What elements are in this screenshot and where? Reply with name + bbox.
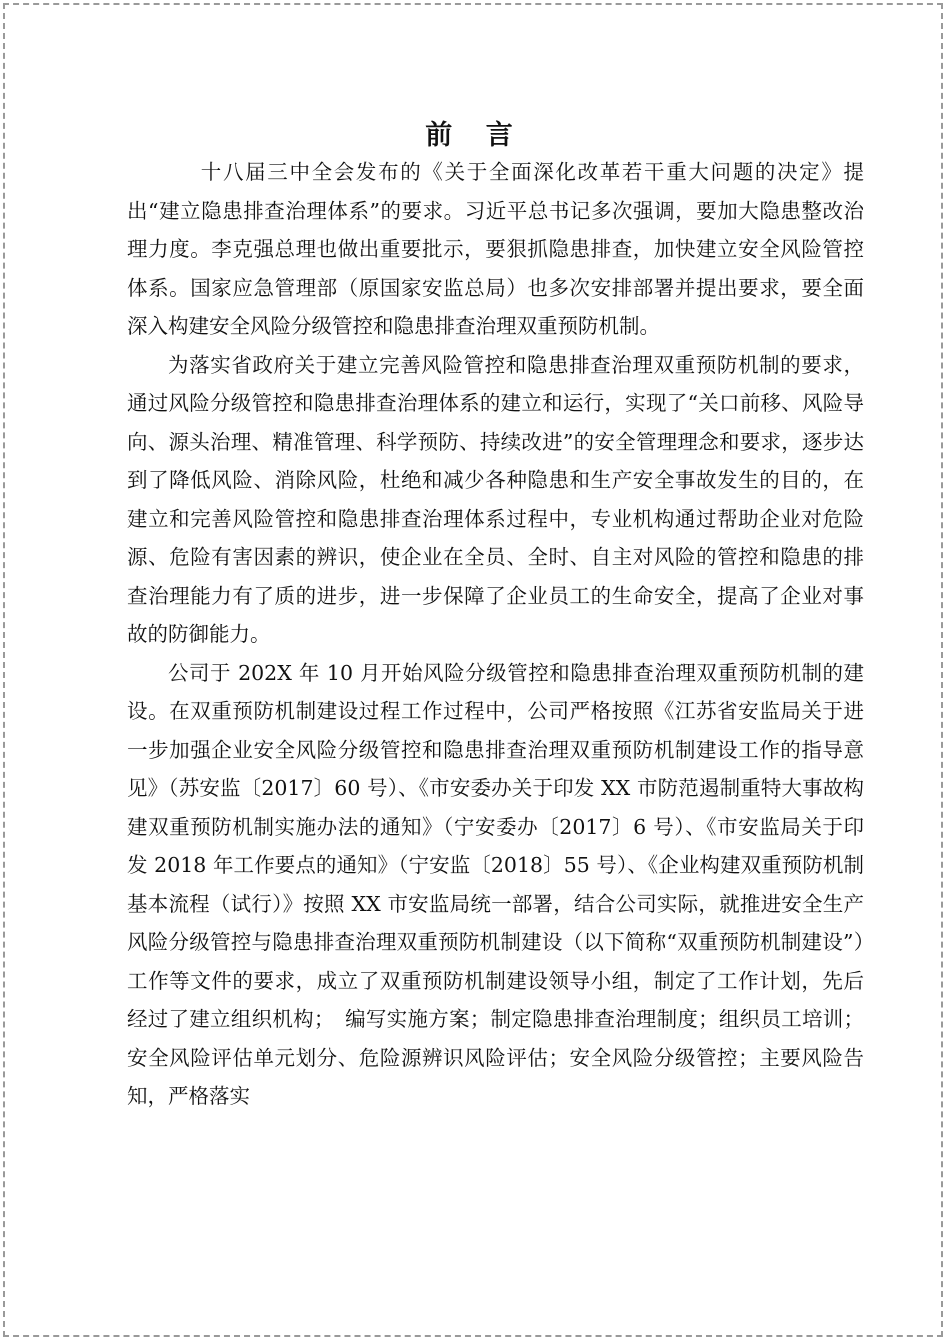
- paragraph-2: 为落实省政府关于建立完善风险管控和隐患排查治理双重预防机制的要求，通过风险分级管控和隐患排查治理体系的建立和运行，实现了“关口前移、风险导向、源头治理、精准管理、科学预防、持续改进”的安全管理理念和要求，逐步达到了降低风险、消除风险，杜绝和减少各种隐患和生产安全事故发生的目的，在建立和完善风险管控和隐患排查治理体系过程中，专业机构通过帮助企业对危险源、危险有害因素的辨识，使企业在全员、全时、自主对风险的管控和隐患的排查治理能力有了质的进步，进一步保障了企业员工的生命安全，提高了企业对事故的防御能力。: [127, 352, 864, 646]
- paragraph-3: 公司于 202X 年 10 月开始风险分级管控和隐患排查治理双重预防机制的建设。在双重预防机制建设过程工作过程中，公司严格按照《江苏省安监局关于进一步加强企业安全风险分级管控和隐患排查治理双重预防机制建设工作的指导意见》（苏安监〔2017〕60 号）、《市安委办关于印发 XX 市防范遏制重特大事故构建双重预防机制实施办法的通知》（宁安委办〔2017〕6 号）、《市安监局关于印发 2018 年工作要点的通知》（宁安监〔2018〕55 号）、《企业构建双重预防机制基本流程（试行）》按照 XX 市安监局统一部署，结合公司实际，就推进安全生产风险分级管控与隐患排查治理双重预防机制建设（以下简称“双重预防机制建设”）工作等文件的要求，成立了双重预防机制建设领导小组，制定了工作计划，先后经过了建立组织机构； 编写实施方案；制定隐患排查治理制度；组织员工培训；安全风险评估单元划分、危险源辨识风险评估；安全风险分级管控；主要风险告知，严格落实: [127, 660, 864, 1108]
- document-body: [127, 153, 864, 1116]
- document-title: 前 言: [425, 120, 525, 151]
- paragraph-1: 十八届三中全会发布的《关于全面深化改革若干重大问题的决定》提出“建立隐患排查治理体系”的要求。习近平总书记多次强调，要加大隐患整改治理力度。李克强总理也做出重要批示，要狠抓隐患排查，加快建立安全风险管控体系。国家应急管理部（原国家安监总局）也多次安排部署并提出要求，要全面深入构建安全风险分级管控和隐患排查治理双重预防机制。: [127, 160, 864, 338]
